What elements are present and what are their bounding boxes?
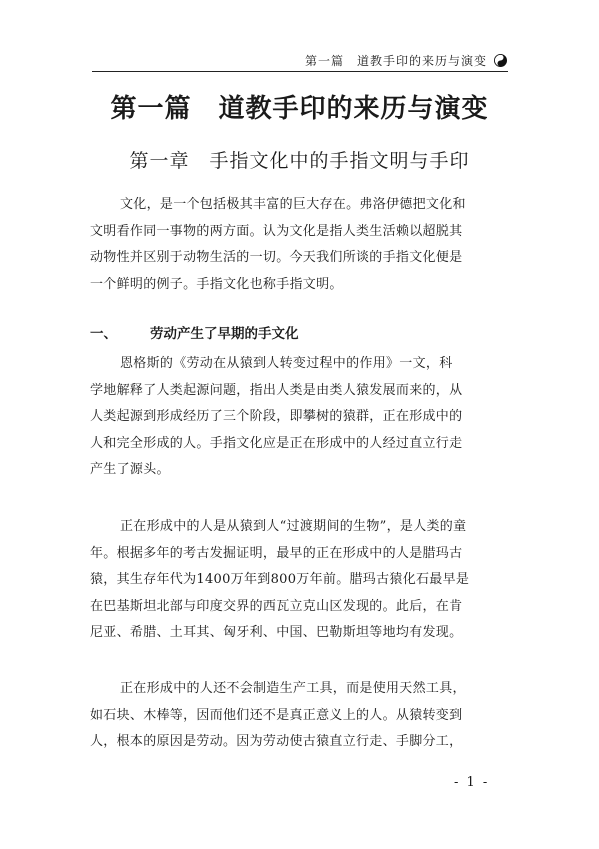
part-title: 第一篇 道教手印的来历与演变: [110, 94, 489, 124]
paragraph-line: 学地解释了人类起源问题，指出人类是由类人猿发展而来的，从: [90, 382, 463, 398]
paragraph-line: 人，根本的原因是劳动。因为劳动使古猿直立行走、手脚分工，: [90, 734, 463, 749]
paragraph-line: 动物性并区别于动物生活的一切。今天我们所谈的手指文化便是: [90, 250, 463, 265]
section-title: 劳动产生了早期的手文化: [150, 326, 299, 342]
paragraph-line: 如石块、木棒等，因而他们还不是真正意义上的人。从猿转变到: [90, 707, 463, 723]
paragraph-line: 在巴基斯坦北部与印度交界的西瓦立克山区发现的。此后，在肯: [90, 598, 463, 614]
paragraph-line: 文明看作同一事物的两方面。认为文化是指人类生活赖以超脱其: [90, 223, 463, 239]
section-heading: [90, 322, 299, 342]
body-paragraph: [90, 514, 510, 647]
chapter-title: 第一章 手指文化中的手指文明与手印: [129, 150, 470, 172]
paragraph-line: 恩格斯的《劳动在从猿到人转变过程中的作用》一文，科: [120, 356, 453, 371]
paragraph-line: 人和完全形成的人。手指文化应是正在形成中的人经过直立行走: [90, 435, 463, 451]
paragraph-line: 年。根据多年的考古发掘证明，最早的正在形成中的人是腊玛古: [90, 545, 463, 561]
paragraph-line: 一个鲜明的例子。手指文化也称手指文明。: [90, 276, 343, 292]
page-number: - 1 -: [454, 775, 490, 790]
paragraph-line: 人类起源到形成经历了三个阶段，即攀树的猿群，正在形成中的: [90, 409, 463, 424]
section-number: 一、: [90, 326, 117, 342]
paragraph-line: 猿，其生存年代为1400万年到800万年前。腊玛古猿化石最早是: [90, 572, 470, 587]
paragraph-line: 产生了源头。: [90, 462, 170, 477]
paragraph-line: 文化，是一个包括极其丰富的巨大存在。弗洛伊德把文化和: [120, 197, 466, 212]
intro-paragraph: [90, 192, 510, 298]
body-paragraph: [90, 676, 510, 756]
yin-yang-icon: [494, 52, 507, 65]
header-rule: [92, 71, 508, 72]
paragraph-line: 正在形成中的人是从猿到人“过渡期间的生物”，是人类的童: [120, 519, 467, 534]
body-paragraph: [90, 351, 510, 484]
paragraph-line: 尼亚、希腊、土耳其、匈牙利、中国、巴勒斯坦等地均有发现。: [90, 625, 463, 640]
running-header: 第一篇 道教手印的来历与演变: [304, 54, 487, 68]
paragraph-line: 正在形成中的人还不会制造生产工具，而是使用天然工具，: [120, 681, 466, 696]
